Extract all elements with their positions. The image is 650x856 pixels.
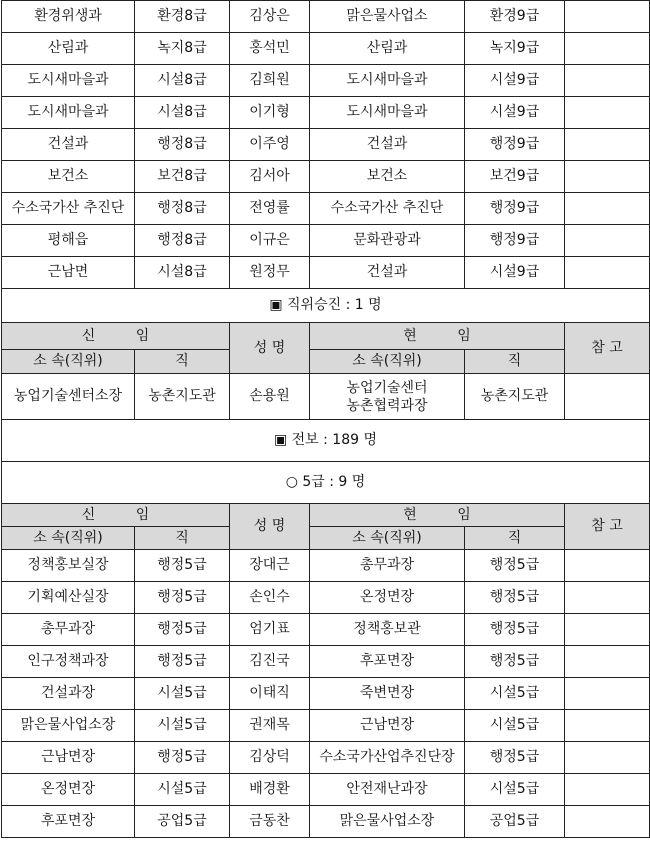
header-name: 성 명 xyxy=(230,504,310,550)
cell-new-rank: 시설5급 xyxy=(135,710,230,742)
cell-new-rank: 보건8급 xyxy=(135,161,230,193)
cell-new-dept: 맑은물사업소장 xyxy=(2,710,135,742)
header-cur-dept: 소 속(직위) xyxy=(310,527,465,550)
cell-cur-rank: 시설9급 xyxy=(465,97,565,129)
cell-name: 장대근 xyxy=(230,550,310,582)
cell-cur-rank: 보건9급 xyxy=(465,161,565,193)
header-new-dept: 소 속(직위) xyxy=(2,527,135,550)
cell-new-rank: 행정8급 xyxy=(135,225,230,257)
cell-cur-rank: 행정5급 xyxy=(465,550,565,582)
cell-new-rank: 환경8급 xyxy=(135,1,230,33)
promo-name: 손용원 xyxy=(230,374,310,420)
cell-note xyxy=(565,161,650,193)
cell-note xyxy=(565,582,650,614)
cell-name: 전영률 xyxy=(230,193,310,225)
cell-new-dept: 후포면장 xyxy=(2,806,135,838)
cell-cur-rank: 시설9급 xyxy=(465,65,565,97)
cell-cur-dept: 안전재난과장 xyxy=(310,774,465,806)
cell-cur-dept: 정책홍보관 xyxy=(310,614,465,646)
table-row xyxy=(2,257,650,289)
cell-new-rank: 행정5급 xyxy=(135,646,230,678)
cell-new-rank: 시설8급 xyxy=(135,97,230,129)
cell-new-dept: 기획예산실장 xyxy=(2,582,135,614)
cell-cur-dept: 총무과장 xyxy=(310,550,465,582)
transfer-title: ▣ 전보 : 189 명 xyxy=(2,420,650,462)
cell-cur-dept: 맑은물사업소 xyxy=(310,1,465,33)
table-row xyxy=(2,129,650,161)
cell-cur-dept: 건설과 xyxy=(310,257,465,289)
cell-name: 이주영 xyxy=(230,129,310,161)
cell-cur-rank: 환경9급 xyxy=(465,1,565,33)
cell-note xyxy=(565,678,650,710)
cell-note xyxy=(565,225,650,257)
header-current: 현 임 xyxy=(310,323,565,350)
cell-name: 배경환 xyxy=(230,774,310,806)
cell-cur-rank: 시설5급 xyxy=(465,774,565,806)
cell-note xyxy=(565,257,650,289)
header-note: 참 고 xyxy=(565,323,650,374)
cell-name: 김상은 xyxy=(230,1,310,33)
promo-note xyxy=(565,374,650,420)
cell-new-dept: 보건소 xyxy=(2,161,135,193)
promo-cur-rank: 농촌지도관 xyxy=(465,374,565,420)
cell-name: 금동찬 xyxy=(230,806,310,838)
cell-cur-dept: 산림과 xyxy=(310,33,465,65)
table-row xyxy=(2,65,650,97)
cell-name: 엄기표 xyxy=(230,614,310,646)
table-row xyxy=(2,225,650,257)
cell-cur-dept: 도시새마을과 xyxy=(310,65,465,97)
cell-cur-rank: 행정5급 xyxy=(465,646,565,678)
cell-cur-dept: 문화관광과 xyxy=(310,225,465,257)
header-note: 참 고 xyxy=(565,504,650,550)
cell-new-dept: 정책홍보실장 xyxy=(2,550,135,582)
cell-new-rank: 공업5급 xyxy=(135,806,230,838)
cell-note xyxy=(565,550,650,582)
promo-new-dept: 농업기술센터소장 xyxy=(2,374,135,420)
table-row xyxy=(2,710,650,742)
top-rows xyxy=(2,1,650,289)
table-row xyxy=(2,161,650,193)
promo-new-rank: 농촌지도관 xyxy=(135,374,230,420)
cell-new-rank: 행정5급 xyxy=(135,614,230,646)
header-new-dept: 소 속(직위) xyxy=(2,350,135,374)
cell-new-rank: 행정5급 xyxy=(135,550,230,582)
cell-note xyxy=(565,710,650,742)
header-cur-dept: 소 속(직위) xyxy=(310,350,465,374)
header-current: 현 임 xyxy=(310,504,565,527)
cell-cur-dept: 수소국가산 추진단 xyxy=(310,193,465,225)
table-row xyxy=(2,678,650,710)
cell-cur-dept: 죽변면장 xyxy=(310,678,465,710)
table-row xyxy=(2,550,650,582)
cell-note xyxy=(565,193,650,225)
grade5-rows xyxy=(2,550,650,838)
cell-new-dept: 인구정책과장 xyxy=(2,646,135,678)
cell-new-rank: 시설5급 xyxy=(135,774,230,806)
cell-note xyxy=(565,65,650,97)
cell-name: 김희원 xyxy=(230,65,310,97)
header-new-rank: 직 xyxy=(135,527,230,550)
cell-new-dept: 근남면장 xyxy=(2,742,135,774)
cell-new-rank: 행정5급 xyxy=(135,582,230,614)
cell-new-rank: 시설8급 xyxy=(135,257,230,289)
cell-new-rank: 녹지8급 xyxy=(135,33,230,65)
cell-new-dept: 근남면 xyxy=(2,257,135,289)
cell-cur-rank: 시설5급 xyxy=(465,710,565,742)
cell-cur-rank: 행정9급 xyxy=(465,225,565,257)
promo-cur-dept: 농업기술센터 농촌협력과장 xyxy=(310,374,465,420)
header-cur-rank: 직 xyxy=(465,527,565,550)
cell-name: 이기형 xyxy=(230,97,310,129)
header-new-rank: 직 xyxy=(135,350,230,374)
cell-note xyxy=(565,614,650,646)
table-row xyxy=(2,614,650,646)
table-row xyxy=(2,646,650,678)
table-row xyxy=(2,33,650,65)
cell-cur-dept: 온정면장 xyxy=(310,582,465,614)
table-row xyxy=(2,774,650,806)
cell-name: 김진국 xyxy=(230,646,310,678)
cell-new-dept: 수소국가산 추진단 xyxy=(2,193,135,225)
cell-note xyxy=(565,129,650,161)
grade5-title: ○ 5급 : 9 명 xyxy=(2,462,650,504)
personnel-table xyxy=(1,0,650,838)
cell-note xyxy=(565,1,650,33)
cell-new-dept: 건설과 xyxy=(2,129,135,161)
cell-new-dept: 산림과 xyxy=(2,33,135,65)
header-cur-rank: 직 xyxy=(465,350,565,374)
cell-cur-rank: 시설9급 xyxy=(465,257,565,289)
cell-cur-rank: 녹지9급 xyxy=(465,33,565,65)
cell-new-rank: 행정5급 xyxy=(135,742,230,774)
cell-new-dept: 온정면장 xyxy=(2,774,135,806)
cell-name: 홍석민 xyxy=(230,33,310,65)
cell-note xyxy=(565,742,650,774)
cell-name: 이규은 xyxy=(230,225,310,257)
cell-cur-rank: 행정5급 xyxy=(465,742,565,774)
cell-note xyxy=(565,774,650,806)
cell-note xyxy=(565,97,650,129)
cell-name: 손인수 xyxy=(230,582,310,614)
cell-cur-rank: 행정9급 xyxy=(465,129,565,161)
table-row xyxy=(2,582,650,614)
cell-cur-rank: 시설5급 xyxy=(465,678,565,710)
cell-new-dept: 건설과장 xyxy=(2,678,135,710)
cell-new-dept: 환경위생과 xyxy=(2,1,135,33)
cell-cur-rank: 행정5급 xyxy=(465,614,565,646)
cell-cur-rank: 행정5급 xyxy=(465,582,565,614)
cell-name: 김상덕 xyxy=(230,742,310,774)
cell-cur-dept: 후포면장 xyxy=(310,646,465,678)
promotion-title: ▣ 직위승진 : 1 명 xyxy=(2,289,650,323)
header-new: 신 임 xyxy=(2,323,230,350)
cell-cur-dept: 수소국가산업추진단장 xyxy=(310,742,465,774)
cell-note xyxy=(565,33,650,65)
cell-new-dept: 도시새마을과 xyxy=(2,65,135,97)
table-row xyxy=(2,806,650,838)
cell-new-rank: 행정8급 xyxy=(135,129,230,161)
cell-new-dept: 총무과장 xyxy=(2,614,135,646)
header-new: 신 임 xyxy=(2,504,230,527)
table-row xyxy=(2,742,650,774)
cell-new-rank: 행정8급 xyxy=(135,193,230,225)
header-name: 성 명 xyxy=(230,323,310,374)
table-row xyxy=(2,193,650,225)
cell-note xyxy=(565,806,650,838)
cell-new-rank: 시설8급 xyxy=(135,65,230,97)
cell-cur-dept: 맑은물사업소장 xyxy=(310,806,465,838)
cell-cur-dept: 근남면장 xyxy=(310,710,465,742)
cell-cur-dept: 도시새마을과 xyxy=(310,97,465,129)
cell-new-dept: 도시새마을과 xyxy=(2,97,135,129)
cell-name: 원정무 xyxy=(230,257,310,289)
cell-name: 권재목 xyxy=(230,710,310,742)
table-row xyxy=(2,1,650,33)
cell-cur-rank: 행정9급 xyxy=(465,193,565,225)
cell-note xyxy=(565,646,650,678)
table-row xyxy=(2,97,650,129)
cell-cur-dept: 보건소 xyxy=(310,161,465,193)
cell-name: 김서아 xyxy=(230,161,310,193)
cell-name: 이태직 xyxy=(230,678,310,710)
promotion-section xyxy=(2,289,650,550)
cell-cur-rank: 공업5급 xyxy=(465,806,565,838)
cell-cur-dept: 건설과 xyxy=(310,129,465,161)
cell-new-rank: 시설5급 xyxy=(135,678,230,710)
cell-new-dept: 평해읍 xyxy=(2,225,135,257)
